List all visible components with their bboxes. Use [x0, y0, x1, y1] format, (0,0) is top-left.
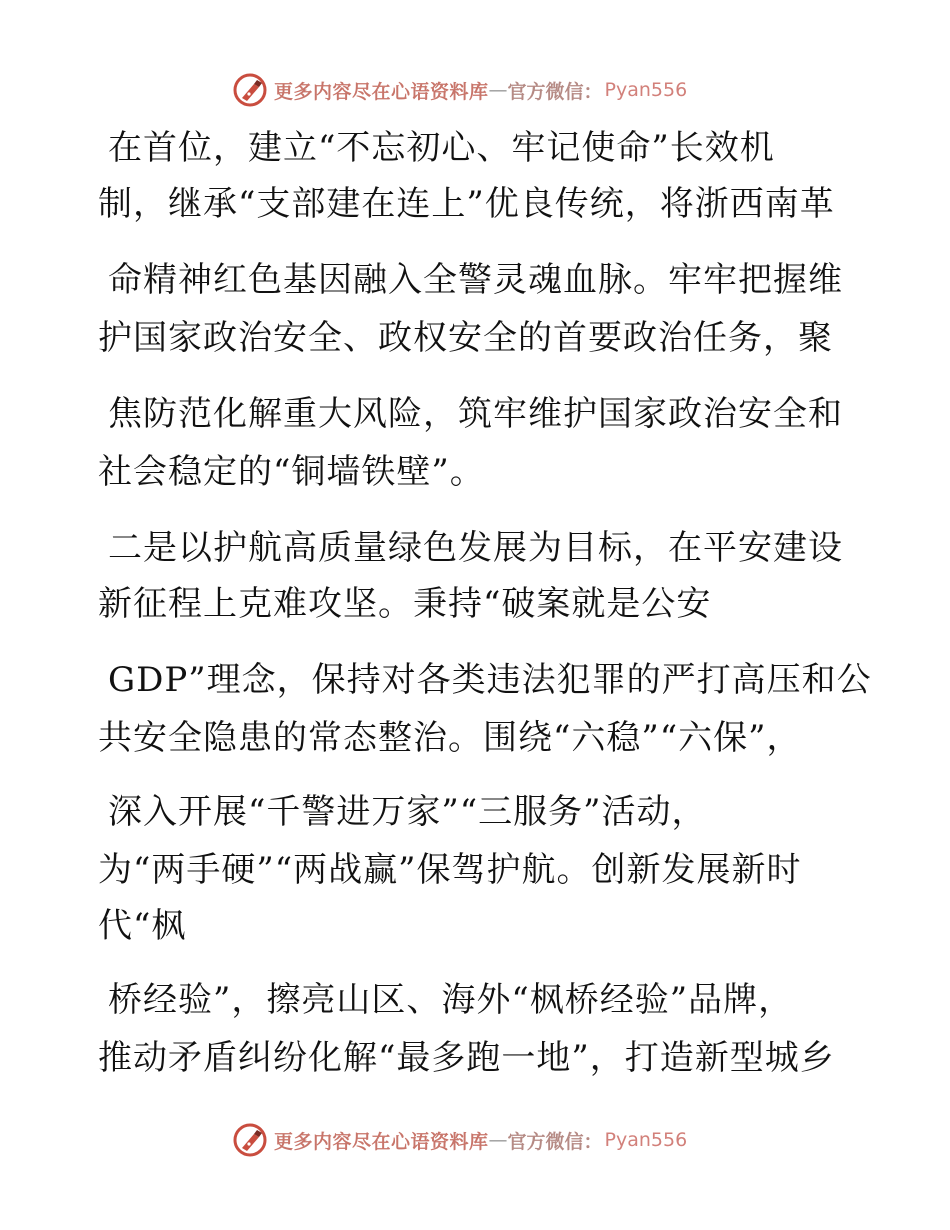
text-line: 二是以护航高质量绿色发展为目标，在平安建设 — [108, 528, 843, 568]
text-line: 在首位，建立“不忘初心、牢记使命”长效机 — [108, 128, 775, 168]
watermark-wechat-id: Pyan556 — [604, 1129, 688, 1151]
watermark-brand: 更多内容尽在心语资料库 — [274, 80, 489, 103]
text-line: 为“两手硬”“两战赢”保驾护航。创新发展新时 — [98, 850, 802, 890]
text-line: 共安全隐患的常态整治。围绕“六稳”“六保”， — [98, 718, 802, 758]
text-line: 推动矛盾纠纷化解“最多跑一地”，打造新型城乡 — [98, 1038, 835, 1078]
pen-nib-circle-icon — [232, 1122, 268, 1158]
watermark-brand: 更多内容尽在心语资料库 — [274, 1130, 489, 1153]
text-line: 命精神红色基因融入全警灵魂血脉。牢牢把握维 — [108, 260, 843, 300]
watermark-wechat-label: 官方微信： — [507, 1130, 603, 1153]
text-line: 社会稳定的“铜墙铁壁”。 — [98, 452, 485, 492]
text-line: GDP”理念，保持对各类违法犯罪的严打高压和公 — [108, 660, 872, 700]
text-line: 新征程上克难攻坚。秉持“破案就是公安 — [98, 584, 712, 624]
text-line: 深入开展“千警进万家”“三服务”活动， — [108, 792, 707, 832]
watermark-separator: — — [488, 1129, 508, 1151]
text-line: 护国家政治安全、政权安全的首要政治任务，聚 — [98, 318, 833, 358]
text-line: 代“枫 — [98, 906, 187, 946]
text-line: 制，继承“支部建在连上”优良传统，将浙西南革 — [98, 184, 835, 224]
watermark-wechat-id: Pyan556 — [604, 79, 688, 101]
text-line: 桥经验”，擦亮山区、海外“枫桥经验”品牌， — [108, 980, 794, 1020]
watermark-footer — [232, 1120, 687, 1160]
watermark-separator: — — [488, 79, 508, 101]
text-line: 焦防范化解重大风险，筑牢维护国家政治安全和 — [108, 394, 843, 434]
watermark-wechat-label: 官方微信： — [507, 80, 603, 103]
